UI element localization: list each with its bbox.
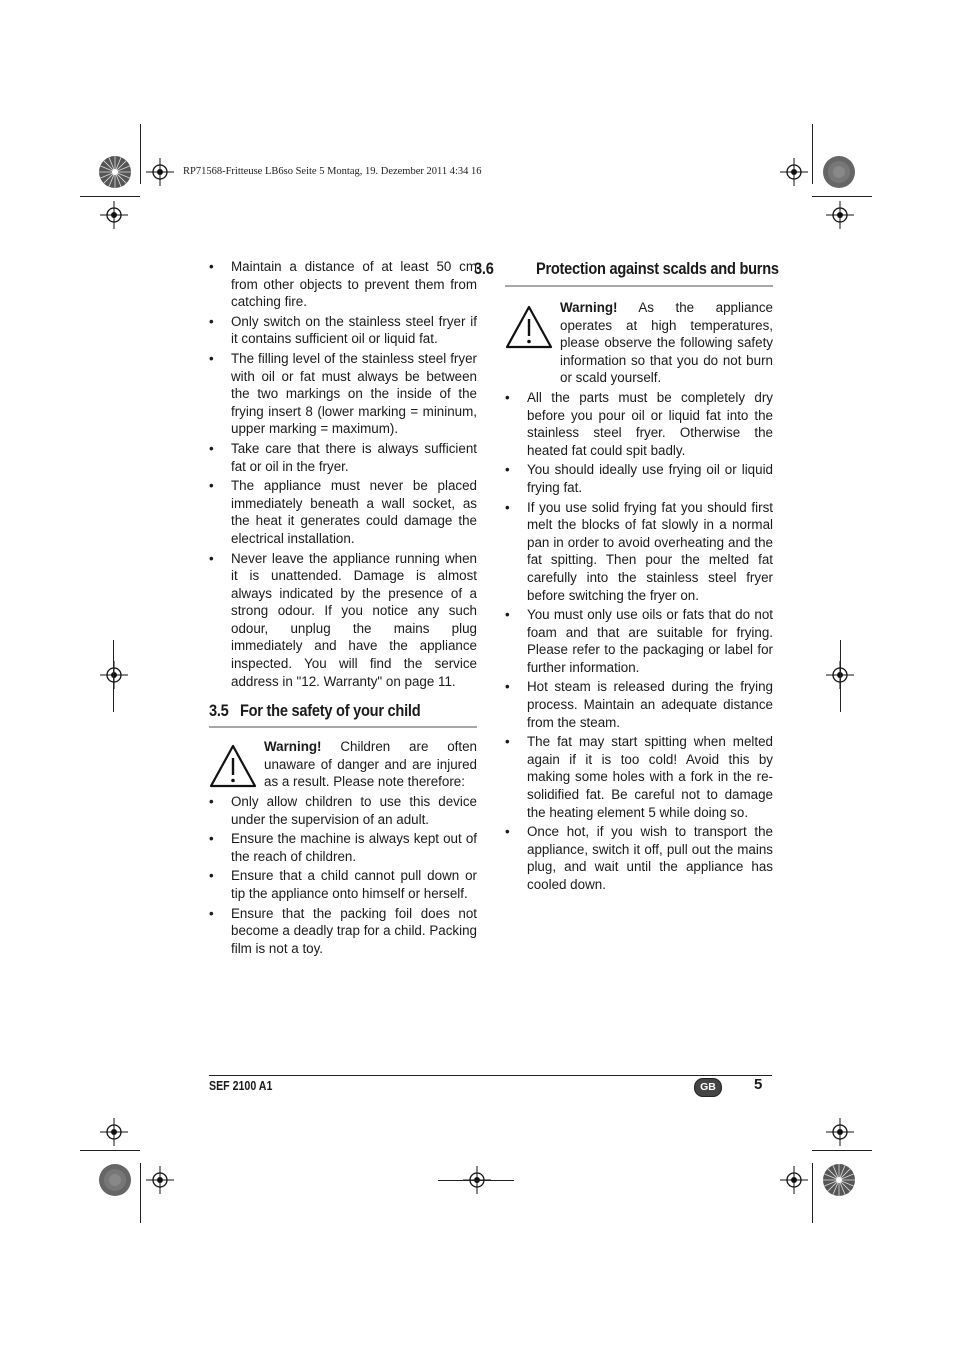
warning-text: Children are often unaware of danger and are injured as a result. Please note therefore: [264,739,477,790]
section-title: 3.5 For the safety of your child [209,701,421,721]
list-item: • Ensure that the packing foil does not become a deadly trap for a child. Packing film is not a toy. [209,905,477,956]
registration-mark-icon [100,661,128,689]
bullet: • [209,831,214,847]
section-title: 3.6 Protection against scalds and burns [474,259,779,278]
bullet: • [505,824,510,840]
section-heading-3-5 [209,700,477,728]
list-item: • You should ideally use frying oil or liquid frying fat. [505,462,773,495]
registration-mark-icon [146,1166,174,1194]
bullet: • [505,679,510,695]
list-item: • Never leave the appliance running when it is unattended. Damage is almost always indicated by the presence of a strong odour. If you notice any such odour, unplug the mains plug immediately and have the appliance inspected. You will find the service address in "12. Warranty" on page 11. [209,550,477,689]
list-item: • Take care that there is always sufficient fat or oil in the fryer. [209,440,477,474]
warning-text: As the appliance operates at high temperatures, please observe the following safety information so that you do not burn or scald yourself. [560,300,773,386]
bullet: • [209,313,214,329]
list-item: • The filling level of the stainless steel fryer with oil or fat must always be between the two markings on the inside of the frying insert 8 (lower marking = mininum, upper marking = maximum). [209,350,477,437]
bullet: • [209,905,214,921]
bullet: • [209,550,214,566]
color-wheel-icon [98,155,132,189]
bullet: • [209,794,214,810]
crop-line [840,640,841,712]
list-item: • Only switch on the stainless steel fryer if it contains sufficient oil or liquid fat. [209,313,477,347]
color-wheel-icon [822,1163,856,1197]
bullet: • [505,499,510,515]
registration-mark-icon [826,201,854,229]
list-item: • You must only use oils or fats that do not foam and that are suitable for frying. Please refer to the packaging or label for further information. [505,607,773,675]
warning-label: Warning! [264,739,322,755]
bullet: • [505,389,510,405]
registration-mark-icon [826,1118,854,1146]
warning-box [505,299,773,387]
list-item: • The appliance must never be placed immediately beneath a wall socket, as the heat it generates could damage the electrical installation. [209,478,477,546]
list-item: • Ensure the machine is always kept out of the reach of children. [209,831,477,864]
child-safety-list [209,793,477,957]
right-column [474,258,779,896]
list-item: • All the parts must be completely dry before you pour oil or liquid fat into the stainless steel fryer. Otherwise the heated fat could spit badly. [505,389,773,458]
print-header: RP71568-Fritteuse LB6so Seite 5 Montag, 19. Dezember 2011 4:34 16 [183,166,482,177]
page-number: 5 [754,1076,763,1093]
list-item: • Maintain a distance of at least 50 cm from other objects to prevent them from catching fire. [209,259,477,310]
list-item: • Only allow children to use this device under the supervision of an adult. [209,794,477,827]
color-wheel-icon [98,1163,132,1197]
bullet: • [505,462,510,478]
warning-label: Warning! [560,300,618,315]
crop-line [438,1180,514,1181]
bullet: • [209,868,214,884]
registration-mark-icon [100,201,128,229]
list-item: • The fat may start spitting when melted again if it is too cold! Avoid this by making some holes with a fork in the re-solidified fat. Be careful not to damage the heating element 5 while doing so. [505,734,773,820]
registration-mark-icon [100,1118,128,1146]
registration-mark-icon [780,1166,808,1194]
warning-triangle-icon [209,744,257,788]
safety-list-top [209,258,477,690]
warning-box [209,738,477,791]
list-item: • If you use solid frying fat you should first melt the blocks of fat slowly in a normal pan in order to avoid overheating and the fat spitting. Then pour the melted fat carefully into the stainless steel fryer before switching the fryer on. [505,499,773,603]
registration-mark-icon [780,158,808,186]
list-item: • Ensure that a child cannot pull down or tip the appliance onto himself or herself. [209,868,477,901]
section-heading-3-6 [474,258,779,287]
registration-mark-icon [146,158,174,186]
bullet: • [209,259,214,274]
footer-rule [209,1075,772,1076]
crop-line [113,640,114,712]
bullet: • [505,734,510,750]
left-column [209,258,477,959]
country-badge: GB [694,1078,722,1097]
color-wheel-icon [822,155,856,189]
list-item: • Hot steam is released during the frying process. Maintain an adequate distance from the steam. [505,679,773,730]
warning-triangle-icon [505,305,553,349]
bullet: • [505,607,510,623]
bullet: • [209,440,214,456]
scald-safety-list [505,389,773,894]
footer-model: SEF 2100 A1 [209,1079,273,1093]
bullet: • [209,350,214,366]
bullet: • [209,478,214,494]
list-item: • Once hot, if you wish to transport the appliance, switch it off, pull out the mains plug, and wait until the appliance has cooled down. [505,824,773,892]
